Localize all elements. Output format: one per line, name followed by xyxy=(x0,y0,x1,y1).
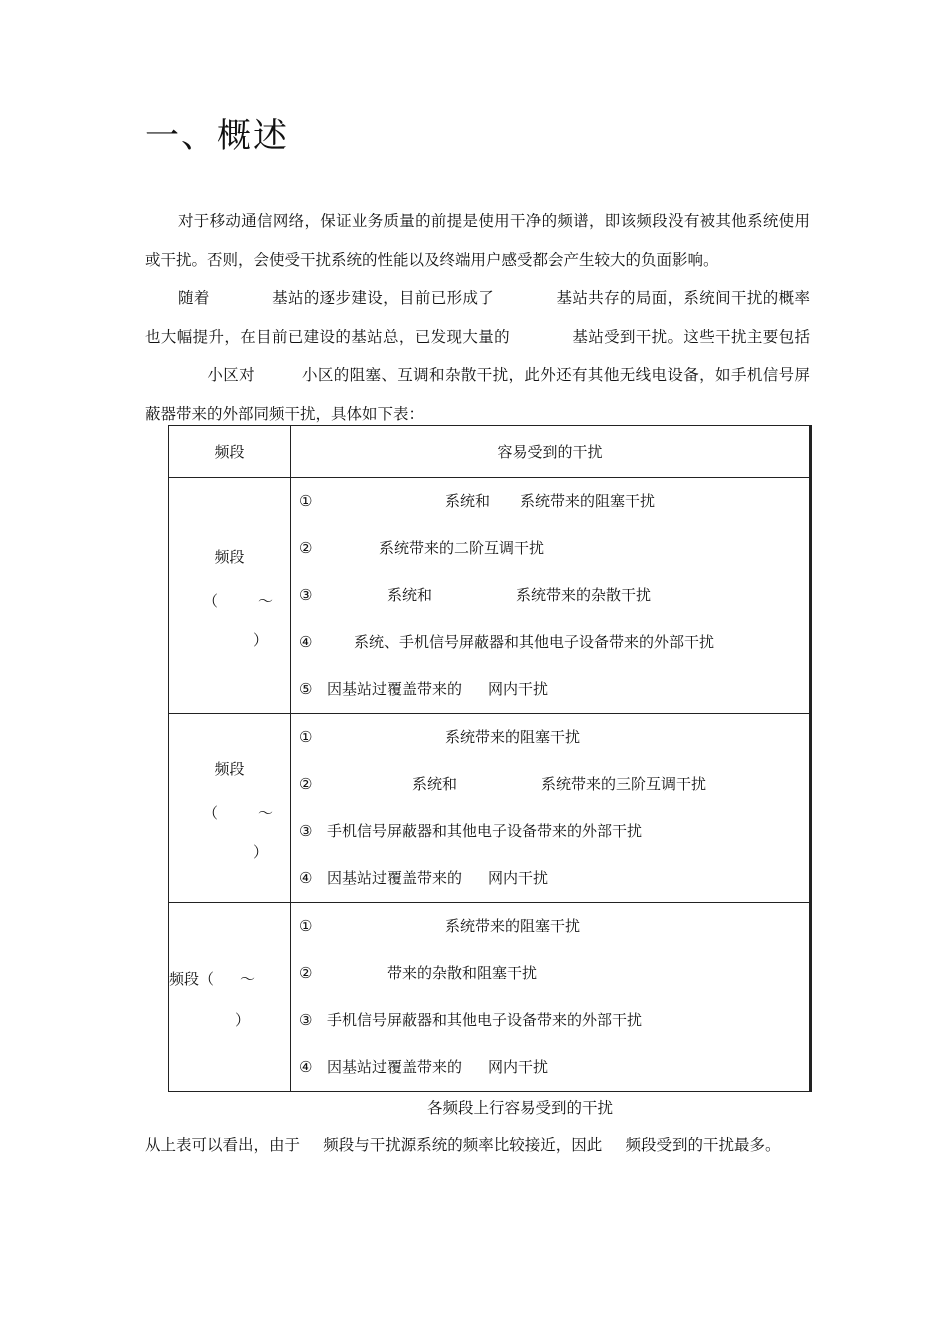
item-text: 系统和 xyxy=(445,492,491,510)
table-row xyxy=(169,478,811,714)
item-text: 网内干扰 xyxy=(488,680,549,698)
text-fragment: 随着 xyxy=(178,289,210,307)
item-number: ② xyxy=(299,775,313,793)
list-item xyxy=(291,666,809,713)
band-range xyxy=(169,580,290,622)
paragraph-conclusion xyxy=(145,1126,810,1165)
table-header-row xyxy=(169,426,811,478)
band-label: 频段 xyxy=(214,547,245,566)
range-open: （ xyxy=(203,804,219,822)
item-number: ③ xyxy=(299,586,313,604)
item-text: 系统带来的杂散干扰 xyxy=(516,586,652,604)
item-text: 系统和 xyxy=(412,775,458,793)
item-number: ① xyxy=(299,492,313,510)
band-cell xyxy=(169,903,291,1092)
band-label-text: 频段（ xyxy=(169,970,215,988)
list-item xyxy=(291,761,809,808)
list-item xyxy=(291,903,809,950)
list-item xyxy=(291,572,809,619)
list-item xyxy=(291,525,809,572)
item-text: 网内干扰 xyxy=(488,1058,549,1076)
item-text: 网内干扰 xyxy=(488,869,549,887)
text-fragment: 小区对 xyxy=(207,366,256,384)
range-close: ） xyxy=(235,1011,251,1029)
list-item xyxy=(291,855,809,902)
list-item xyxy=(291,997,809,1044)
band-cell xyxy=(169,478,291,714)
band-range xyxy=(169,792,290,834)
header-interference: 容易受到的干扰 xyxy=(291,426,811,478)
text-fragment: 频段与干扰源系统的频率比较接近，因此 xyxy=(323,1136,603,1154)
band-label xyxy=(169,956,290,1002)
item-text: 因基站过覆盖带来的 xyxy=(327,1058,463,1076)
interference-table xyxy=(168,425,812,1092)
item-text: 系统带来的三阶互调干扰 xyxy=(541,775,707,793)
list-item xyxy=(291,619,809,666)
list-item xyxy=(291,1044,809,1091)
range-open: （ xyxy=(203,591,219,610)
item-text: 带来的杂散和阻塞干扰 xyxy=(387,964,538,982)
item-number: ③ xyxy=(299,1011,313,1029)
text-fragment: 从上表可以看出，由于 xyxy=(145,1136,301,1154)
item-number: ② xyxy=(299,539,313,557)
interference-list xyxy=(291,478,811,714)
range-close: ） xyxy=(253,843,269,861)
item-text: 因基站过覆盖带来的 xyxy=(327,680,463,698)
text-fragment: 基站受到干扰。这些干扰主要包括 xyxy=(571,327,810,346)
item-text: 系统带来的阻塞干扰 xyxy=(445,728,581,746)
paragraph-intro: 对于移动通信网络，保证业务质量的前提是使用干净的频谱，即该频段没有被其他系统使用或干扰。否则，会使受干扰系统的性能以及终端用户感受都会产生较大的负面影响。 xyxy=(145,212,810,269)
text-fragment: 基站的逐步建设，目前已形成了 xyxy=(271,289,495,307)
table-caption: 各频段上行容易受到的干扰 xyxy=(426,1099,613,1117)
range-close: ） xyxy=(253,630,269,649)
item-number: ④ xyxy=(299,633,313,651)
interference-list xyxy=(291,714,811,903)
item-text: 系统和 xyxy=(387,586,433,604)
item-text: 系统带来的二阶互调干扰 xyxy=(379,539,545,557)
text-fragment: 小区的阻塞、互调和杂散干扰，此外还有其他无线电设备，如手机信号屏蔽器带来的外部同频干扰，具体如下表： xyxy=(145,366,810,423)
band-label: 频段 xyxy=(214,760,245,778)
item-number: ① xyxy=(299,917,313,935)
interference-list xyxy=(291,903,811,1092)
range-tilde: ～ xyxy=(258,804,274,822)
paragraph-interference-overview xyxy=(145,279,810,433)
item-number: ② xyxy=(299,964,313,982)
list-item xyxy=(291,478,809,525)
text-fragment: 频段受到的干扰最多。 xyxy=(625,1136,781,1154)
item-number: ① xyxy=(299,728,313,746)
item-number: ④ xyxy=(299,1058,313,1076)
range-tilde: ～ xyxy=(240,970,256,988)
table-row xyxy=(169,903,811,1092)
list-item xyxy=(291,808,809,855)
list-item xyxy=(291,714,809,761)
item-text: 系统带来的阻塞干扰 xyxy=(445,917,581,935)
header-band: 频段 xyxy=(169,426,291,478)
item-text: 系统、手机信号屏蔽器和其他电子设备带来的外部干扰 xyxy=(354,633,715,651)
item-number: ③ xyxy=(299,822,313,840)
band-cell xyxy=(169,714,291,903)
section-heading: 一、概述 xyxy=(145,116,289,156)
table-row xyxy=(169,714,811,903)
list-item xyxy=(291,950,809,997)
item-text: 因基站过覆盖带来的 xyxy=(327,869,463,887)
item-text: 系统带来的阻塞干扰 xyxy=(520,492,656,510)
item-number: ④ xyxy=(299,869,313,887)
range-tilde: ～ xyxy=(258,591,274,610)
item-number: ⑤ xyxy=(299,680,313,698)
text-fragment: 基站共存的局面，系统间干扰的概率也大幅提升，在目前已建设的基站总，已发现大量的 xyxy=(145,289,810,346)
item-text: 手机信号屏蔽器和其他电子设备带来的外部干扰 xyxy=(327,1011,643,1029)
item-text: 手机信号屏蔽器和其他电子设备带来的外部干扰 xyxy=(327,822,643,840)
